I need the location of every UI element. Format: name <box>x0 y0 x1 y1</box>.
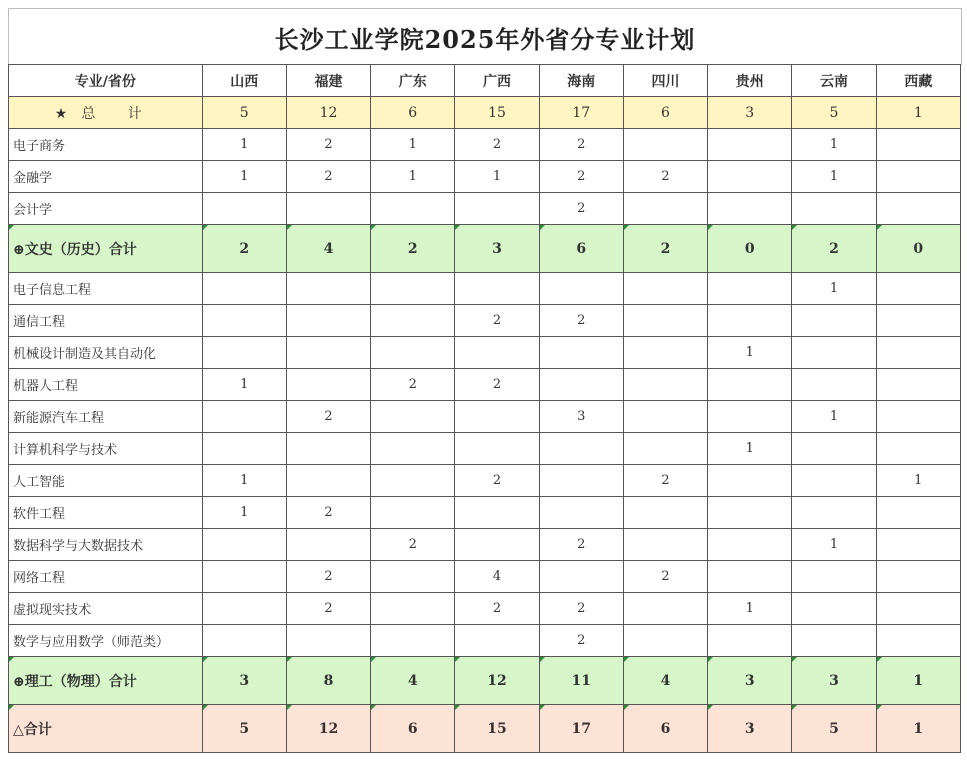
value-cell: 4 <box>623 657 707 705</box>
value-cell <box>623 497 707 529</box>
value-cell <box>792 593 876 625</box>
major-row <box>9 129 961 161</box>
value-cell: 12 <box>286 705 370 753</box>
value-cell: 3 <box>202 657 286 705</box>
value-cell <box>286 625 370 657</box>
plan-table <box>8 64 961 753</box>
province-header: 广东 <box>371 65 455 97</box>
value-cell <box>371 497 455 529</box>
value-cell <box>792 465 876 497</box>
value-cell: 11 <box>539 657 623 705</box>
value-cell: 1 <box>708 433 792 465</box>
value-cell <box>286 433 370 465</box>
value-cell <box>623 369 707 401</box>
value-cell <box>708 273 792 305</box>
major-row <box>9 433 961 465</box>
value-cell: 2 <box>792 225 876 273</box>
value-cell: 1 <box>371 129 455 161</box>
value-cell <box>623 129 707 161</box>
value-cell: 2 <box>539 625 623 657</box>
value-cell <box>539 369 623 401</box>
value-cell: 2 <box>539 161 623 193</box>
major-row <box>9 529 961 561</box>
row-label: 数学与应用数学（师范类） <box>9 625 203 657</box>
province-header: 福建 <box>286 65 370 97</box>
value-cell <box>876 497 960 529</box>
value-cell: 1 <box>792 129 876 161</box>
value-cell: 1 <box>876 705 960 753</box>
value-cell: 4 <box>455 561 539 593</box>
value-cell: 1 <box>371 161 455 193</box>
value-cell <box>286 369 370 401</box>
value-cell <box>623 593 707 625</box>
value-cell <box>455 337 539 369</box>
value-cell <box>202 193 286 225</box>
value-cell <box>202 305 286 337</box>
value-cell <box>455 193 539 225</box>
value-cell: 2 <box>623 161 707 193</box>
value-cell <box>876 529 960 561</box>
value-cell: 2 <box>623 465 707 497</box>
value-cell: 3 <box>539 401 623 433</box>
value-cell: 12 <box>286 97 370 129</box>
value-cell: 5 <box>202 97 286 129</box>
value-cell <box>876 273 960 305</box>
value-cell <box>708 625 792 657</box>
province-header: 贵州 <box>708 65 792 97</box>
value-cell <box>371 193 455 225</box>
value-cell: 17 <box>539 705 623 753</box>
value-cell <box>202 529 286 561</box>
row-label: 电子信息工程 <box>9 273 203 305</box>
value-cell <box>876 161 960 193</box>
major-row <box>9 193 961 225</box>
value-cell <box>455 273 539 305</box>
value-cell: 1 <box>455 161 539 193</box>
value-cell: 6 <box>623 97 707 129</box>
value-cell <box>623 337 707 369</box>
value-cell: 1 <box>708 593 792 625</box>
value-cell: 1 <box>708 337 792 369</box>
row-label: 计算机科学与技术 <box>9 433 203 465</box>
value-cell <box>202 593 286 625</box>
major-row <box>9 273 961 305</box>
value-cell <box>623 625 707 657</box>
row-label: 通信工程 <box>9 305 203 337</box>
value-cell <box>286 193 370 225</box>
value-cell <box>708 529 792 561</box>
value-cell: 2 <box>371 225 455 273</box>
value-cell: 2 <box>539 593 623 625</box>
value-cell: 17 <box>539 97 623 129</box>
row-label: ⊕文史（历史）合计 <box>9 225 203 273</box>
value-cell <box>876 129 960 161</box>
value-cell <box>876 305 960 337</box>
value-cell <box>202 625 286 657</box>
value-cell <box>792 625 876 657</box>
value-cell <box>876 561 960 593</box>
value-cell <box>539 561 623 593</box>
major-row <box>9 593 961 625</box>
row-label: 虚拟现实技术 <box>9 593 203 625</box>
row-label: 电子商务 <box>9 129 203 161</box>
value-cell <box>286 305 370 337</box>
province-header: 西藏 <box>876 65 960 97</box>
value-cell: 2 <box>539 529 623 561</box>
value-cell <box>876 401 960 433</box>
value-cell: 1 <box>792 529 876 561</box>
value-cell <box>708 561 792 593</box>
value-cell: 5 <box>792 97 876 129</box>
row-label: 机械设计制造及其自动化 <box>9 337 203 369</box>
value-cell <box>455 529 539 561</box>
value-cell: 3 <box>708 97 792 129</box>
value-cell <box>876 369 960 401</box>
value-cell <box>708 161 792 193</box>
row-label: 会计学 <box>9 193 203 225</box>
value-cell: 6 <box>623 705 707 753</box>
header-label: 专业/省份 <box>9 65 203 97</box>
value-cell <box>792 497 876 529</box>
total-row <box>9 97 961 129</box>
value-cell: 2 <box>455 369 539 401</box>
value-cell <box>539 273 623 305</box>
row-label: ⊕理工（物理）合计 <box>9 657 203 705</box>
value-cell <box>792 193 876 225</box>
province-header: 云南 <box>792 65 876 97</box>
value-cell <box>202 433 286 465</box>
major-row <box>9 465 961 497</box>
major-row <box>9 369 961 401</box>
value-cell <box>539 465 623 497</box>
value-cell <box>792 337 876 369</box>
value-cell: 15 <box>455 705 539 753</box>
row-label: 软件工程 <box>9 497 203 529</box>
value-cell: 5 <box>792 705 876 753</box>
value-cell <box>623 401 707 433</box>
value-cell: 2 <box>539 305 623 337</box>
value-cell <box>455 401 539 433</box>
province-header: 广西 <box>455 65 539 97</box>
arts-subtotal-row <box>9 225 961 273</box>
value-cell <box>286 337 370 369</box>
value-cell <box>371 465 455 497</box>
total-label: 总 计 <box>81 105 156 122</box>
value-cell <box>539 497 623 529</box>
value-cell: 2 <box>286 497 370 529</box>
row-label: 机器人工程 <box>9 369 203 401</box>
value-cell: 1 <box>792 401 876 433</box>
value-cell <box>792 305 876 337</box>
value-cell <box>708 369 792 401</box>
science-subtotal-row <box>9 657 961 705</box>
value-cell: 2 <box>539 193 623 225</box>
value-cell: 1 <box>792 161 876 193</box>
value-cell: 2 <box>286 593 370 625</box>
value-cell: 2 <box>286 129 370 161</box>
row-label: 金融学 <box>9 161 203 193</box>
value-cell: 2 <box>286 561 370 593</box>
value-cell: 0 <box>708 225 792 273</box>
value-cell <box>708 401 792 433</box>
value-cell <box>539 337 623 369</box>
row-label: 人工智能 <box>9 465 203 497</box>
province-header: 四川 <box>623 65 707 97</box>
value-cell <box>623 529 707 561</box>
value-cell: 2 <box>202 225 286 273</box>
value-cell <box>708 305 792 337</box>
value-cell: 15 <box>455 97 539 129</box>
value-cell <box>371 305 455 337</box>
value-cell: 2 <box>455 305 539 337</box>
value-cell <box>371 625 455 657</box>
major-row <box>9 305 961 337</box>
value-cell <box>371 593 455 625</box>
value-cell: 1 <box>202 497 286 529</box>
header-row <box>9 65 961 97</box>
value-cell: 12 <box>455 657 539 705</box>
value-cell <box>455 497 539 529</box>
value-cell <box>708 497 792 529</box>
value-cell: 2 <box>455 593 539 625</box>
value-cell: 1 <box>876 465 960 497</box>
star-icon: ★ <box>54 105 68 122</box>
major-row <box>9 161 961 193</box>
value-cell: 2 <box>455 465 539 497</box>
value-cell: 0 <box>876 225 960 273</box>
value-cell: 2 <box>286 401 370 433</box>
value-cell <box>371 433 455 465</box>
major-row <box>9 401 961 433</box>
value-cell: 1 <box>202 369 286 401</box>
value-cell: 4 <box>286 225 370 273</box>
value-cell: 2 <box>455 129 539 161</box>
value-cell: 2 <box>371 369 455 401</box>
value-cell: 3 <box>792 657 876 705</box>
value-cell: 3 <box>708 657 792 705</box>
value-cell <box>876 625 960 657</box>
value-cell: 6 <box>371 97 455 129</box>
value-cell <box>792 369 876 401</box>
value-cell <box>792 433 876 465</box>
province-header: 海南 <box>539 65 623 97</box>
value-cell <box>623 433 707 465</box>
value-cell <box>876 433 960 465</box>
value-cell <box>792 561 876 593</box>
row-label <box>9 97 203 129</box>
major-row <box>9 337 961 369</box>
value-cell: 2 <box>623 225 707 273</box>
value-cell: 1 <box>202 465 286 497</box>
value-cell <box>708 193 792 225</box>
row-label: 新能源汽车工程 <box>9 401 203 433</box>
value-cell <box>371 273 455 305</box>
value-cell <box>708 129 792 161</box>
value-cell <box>286 465 370 497</box>
value-cell: 5 <box>202 705 286 753</box>
province-header: 山西 <box>202 65 286 97</box>
value-cell <box>371 561 455 593</box>
row-label: 网络工程 <box>9 561 203 593</box>
page-title: 长沙工业学院2025年外省分专业计划 <box>8 8 962 65</box>
value-cell: 6 <box>539 225 623 273</box>
value-cell: 4 <box>371 657 455 705</box>
value-cell <box>623 273 707 305</box>
value-cell <box>455 433 539 465</box>
major-row <box>9 561 961 593</box>
value-cell <box>708 465 792 497</box>
major-row <box>9 625 961 657</box>
value-cell <box>623 305 707 337</box>
major-row <box>9 497 961 529</box>
value-cell: 2 <box>286 161 370 193</box>
value-cell <box>286 273 370 305</box>
value-cell <box>202 561 286 593</box>
value-cell <box>876 593 960 625</box>
value-cell: 3 <box>455 225 539 273</box>
grand-total-row <box>9 705 961 753</box>
plan-table-body <box>9 65 961 753</box>
row-label: △合计 <box>9 705 203 753</box>
value-cell: 8 <box>286 657 370 705</box>
value-cell <box>202 273 286 305</box>
value-cell: 1 <box>876 97 960 129</box>
value-cell: 1 <box>792 273 876 305</box>
value-cell <box>539 433 623 465</box>
value-cell: 1 <box>876 657 960 705</box>
value-cell: 1 <box>202 161 286 193</box>
value-cell <box>455 625 539 657</box>
value-cell <box>876 337 960 369</box>
value-cell: 2 <box>371 529 455 561</box>
value-cell <box>876 193 960 225</box>
value-cell: 2 <box>539 129 623 161</box>
value-cell <box>623 193 707 225</box>
value-cell: 2 <box>623 561 707 593</box>
value-cell <box>371 337 455 369</box>
value-cell <box>371 401 455 433</box>
value-cell: 1 <box>202 129 286 161</box>
value-cell <box>202 337 286 369</box>
row-label: 数据科学与大数据技术 <box>9 529 203 561</box>
value-cell <box>202 401 286 433</box>
value-cell: 3 <box>708 705 792 753</box>
value-cell: 6 <box>371 705 455 753</box>
value-cell <box>286 529 370 561</box>
